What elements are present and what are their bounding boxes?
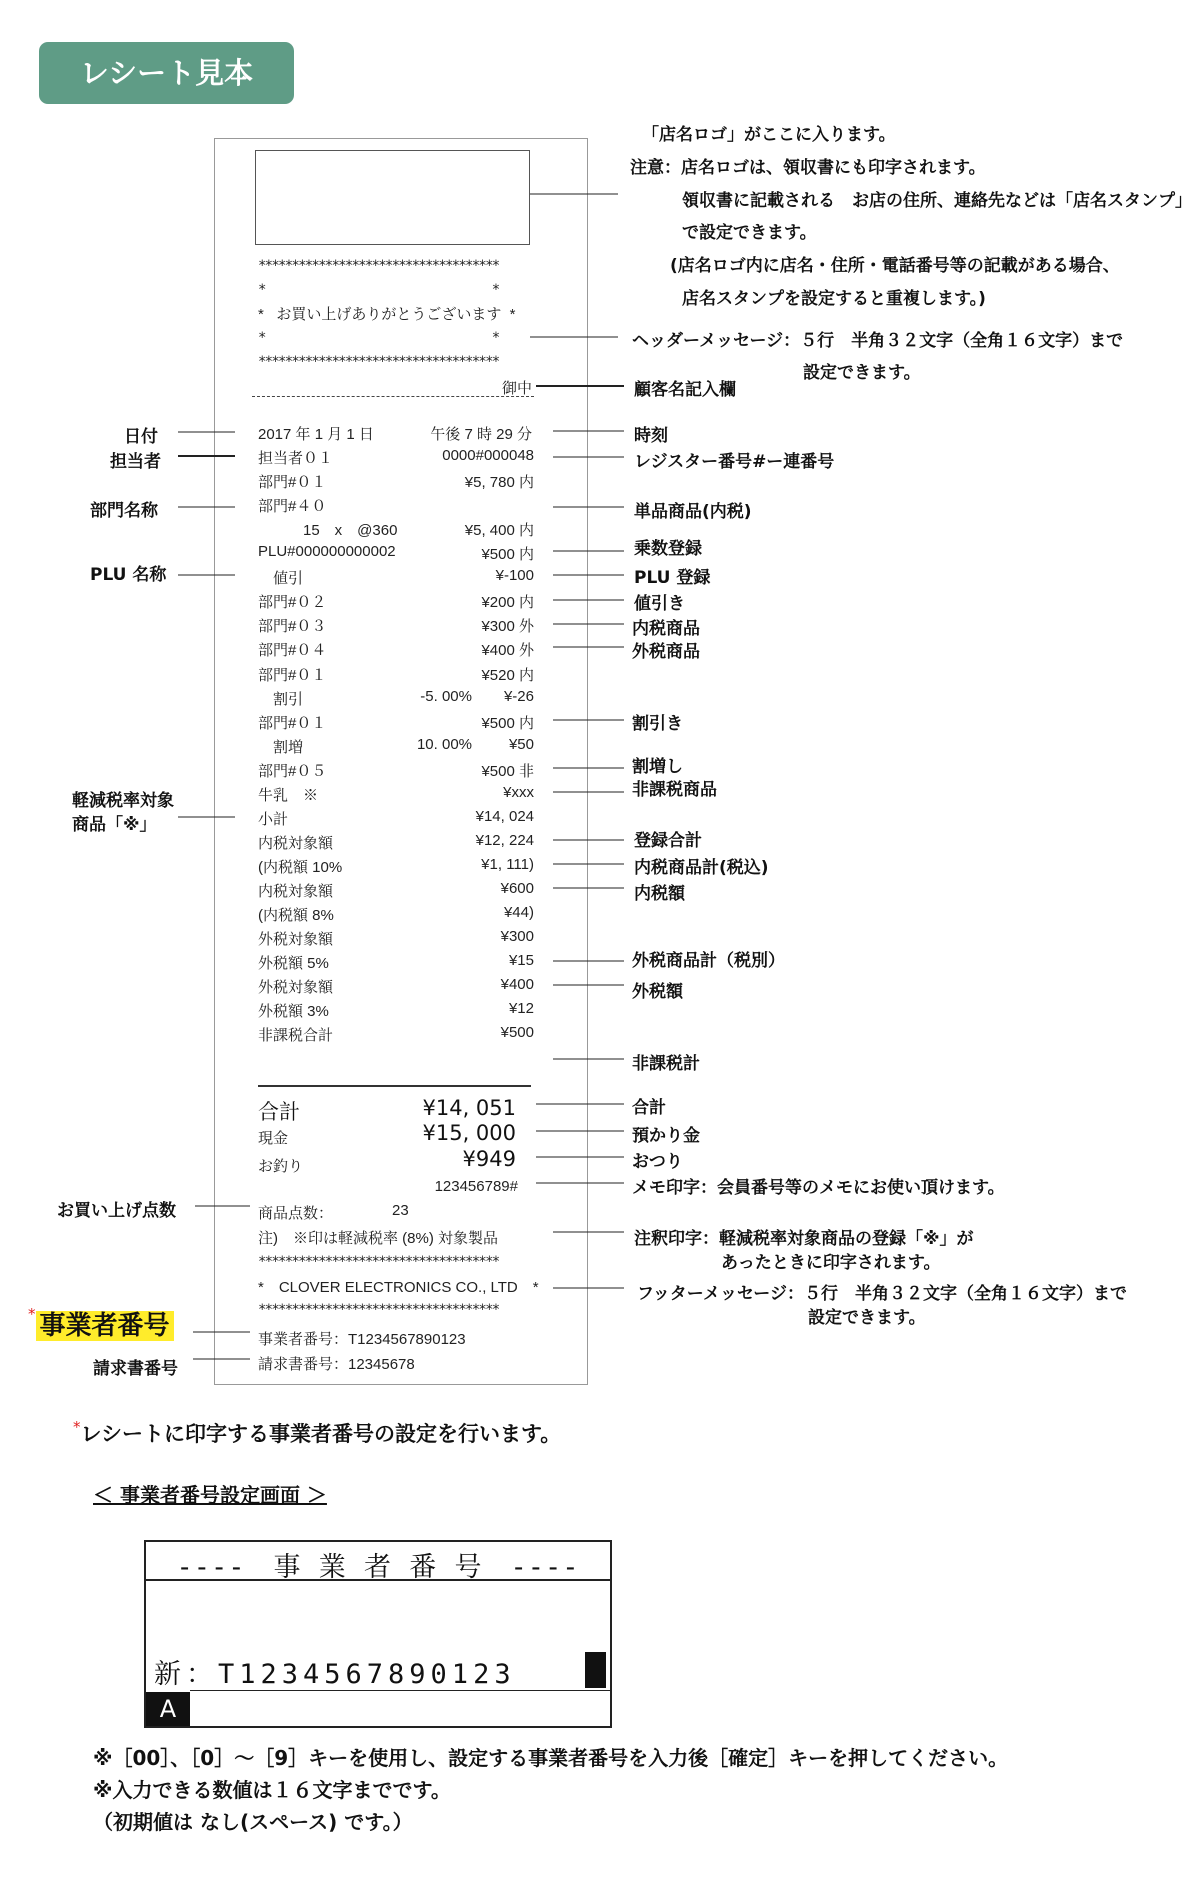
receipt-row-left: 部門#０１ — [258, 667, 327, 684]
label-reduced-2: 商品「※」 — [72, 815, 157, 835]
lcd-screen — [144, 1540, 612, 1728]
lcd-cursor — [585, 1652, 606, 1688]
footer-stars-top: ************************************ — [258, 1254, 499, 1270]
change-value: ¥949 — [462, 1147, 516, 1171]
ann-tax-excl: 外税商品 — [632, 642, 700, 662]
intro-asterisk: * — [73, 1418, 81, 1436]
receipt-row-right: ¥400 — [500, 976, 534, 993]
ann-single-item: 単品商品(内税) — [634, 502, 752, 522]
total-value: ¥14, 051 — [422, 1096, 516, 1120]
receipt-row-right: ¥5, 400 内 — [464, 522, 534, 539]
receipt-row-left: 部門#０２ — [258, 594, 327, 611]
receipt-row-right: ¥600 — [500, 880, 534, 897]
receipt-row-right: ¥500 内 — [481, 715, 534, 732]
total-label: 合計 — [258, 1100, 300, 1124]
footer-stars-bottom: ************************************ — [258, 1302, 499, 1318]
label-reduced-1: 軽減税率対象 — [72, 791, 174, 811]
item-count-label: 商品点数： — [258, 1205, 334, 1222]
ann-logo-5: (店名ロゴ内に店名・住所・電話番号等の記載がある場合、 — [670, 256, 1120, 276]
ann-excl-tax: 外税額 — [632, 982, 683, 1002]
receipt-row-right: ¥500 — [500, 1024, 534, 1041]
ann-tax-incl: 内税商品 — [632, 619, 700, 639]
receipt-row-left: (内税額 8% — [258, 907, 334, 924]
ann-excl-total: 外税商品計（税別） — [632, 951, 785, 971]
business-number-highlight: 事業者番号 — [36, 1311, 174, 1341]
ann-footer-2: 設定できます。 — [808, 1308, 926, 1328]
receipt-row-left: 牛乳 ※ — [258, 787, 319, 804]
receipt-row-mid: 10. 00% — [416, 736, 472, 753]
receipt-row-mid: 午後 7 時 29 分 — [430, 426, 532, 443]
receipt-row-left: 部門#０３ — [258, 618, 327, 635]
receipt-row-left: PLU#000000000002 — [258, 543, 396, 560]
receipt-row-left: 非課税合計 — [258, 1027, 334, 1044]
lcd-value-line: 新：T1234567890123 — [154, 1659, 516, 1690]
header-star-line-2: * * — [258, 330, 499, 346]
business-number-line: 事業者番号：T1234567890123 — [258, 1331, 466, 1348]
label-invoice-number: 請求書番号 — [93, 1359, 178, 1379]
reduced-tax-note: 注) ※印は軽減税率 (8%) 対象製品 — [258, 1230, 499, 1247]
receipt-row-right: ¥1, 111) — [481, 856, 534, 873]
receipt-row-right: ¥500 内 — [481, 546, 534, 563]
label-staff: 担当者 — [110, 452, 161, 472]
receipt-row-right: ¥xxx — [503, 784, 534, 801]
receipt-row-left: 部門#０１ — [258, 715, 327, 732]
ann-multiply: 乗数登録 — [634, 539, 702, 559]
lcd-title: ---- 事 業 者 番 号 ---- — [176, 1552, 580, 1583]
customer-suffix: 御中 — [502, 380, 533, 397]
ann-change: おつり — [632, 1152, 683, 1172]
ann-incl-total: 内税商品計(税込) — [634, 858, 769, 878]
receipt-row-right: ¥5, 780 内 — [464, 474, 534, 491]
receipt-row-right: ¥520 内 — [481, 667, 534, 684]
ann-discount-pct: 割引き — [632, 714, 683, 734]
receipt-row-right: ¥50 — [508, 736, 534, 753]
ann-tax-free-total: 非課税計 — [632, 1054, 700, 1074]
receipt-row-left: 外税対象額 — [258, 979, 334, 996]
header-stars-bottom: ************************************ — [258, 354, 499, 370]
intro-text: レシートに印字する事業者番号の設定を行います。 — [80, 1422, 562, 1446]
memo-value: 123456789# — [434, 1178, 518, 1195]
ann-logo-1: 「店名ロゴ」がここに入ります。 — [642, 125, 896, 145]
receipt-row-left: 外税額 3% — [258, 1003, 329, 1020]
receipt-row-left: 割増 — [258, 739, 304, 756]
receipt-row-right: ¥14, 024 — [475, 808, 534, 825]
receipt-row-left: 15 x @360 — [258, 522, 398, 539]
ann-logo-6: 店名スタンプを設定すると重複します。) — [682, 289, 986, 309]
ann-register: レジスター番号#ー連番号 — [634, 452, 835, 472]
ann-subtotal: 登録合計 — [634, 831, 702, 851]
receipt-row-left: (内税額 10% — [258, 859, 343, 876]
ann-deposit: 預かり金 — [632, 1126, 700, 1146]
receipt-row-right: ¥400 外 — [481, 642, 534, 659]
ann-discount-amt: 値引き — [634, 594, 685, 614]
cash-value: ¥15, 000 — [422, 1121, 516, 1145]
header-message: * お買い上げありがとうございます * — [258, 306, 516, 323]
receipt-row-right: ¥15 — [508, 952, 534, 969]
ann-memo: メモ印字：会員番号等のメモにお使い頂けます。 — [632, 1178, 1005, 1198]
ann-logo-4: で設定できます。 — [682, 223, 817, 243]
note-line-3: （初期値は なし(スペース) です。） — [93, 1810, 413, 1834]
receipt-row-right: ¥44) — [503, 904, 534, 921]
receipt-row-right: ¥-26 — [503, 688, 534, 705]
receipt-row-left: 部門#０４ — [258, 642, 327, 659]
cash-label: 現金 — [258, 1130, 289, 1147]
ann-time: 時刻 — [634, 426, 668, 446]
receipt-row-right: ¥12 — [508, 1000, 534, 1017]
receipt-row-left: 内税対象額 — [258, 835, 334, 852]
receipt-row-left: 担当者０１ — [258, 450, 334, 467]
label-date: 日付 — [124, 427, 158, 447]
receipt-row-left: 外税対象額 — [258, 931, 334, 948]
header-stars-top: ************************************ — [258, 258, 499, 274]
ann-tax-free: 非課税商品 — [632, 780, 717, 800]
receipt-row-right: ¥300 外 — [481, 618, 534, 635]
footer-message: * CLOVER ELECTRONICS CO., LTD * — [258, 1279, 539, 1296]
receipt-row-left: 外税額 5% — [258, 955, 329, 972]
invoice-number-line: 請求書番号：12345678 — [258, 1356, 415, 1373]
ann-logo-2: 注意：店名ロゴは、領収書にも印字されます。 — [630, 158, 986, 178]
receipt-row-left: 内税対象額 — [258, 883, 334, 900]
lcd-title-divider — [146, 1579, 610, 1581]
receipt-row-left: 小計 — [258, 811, 289, 828]
receipt-row-right: ¥12, 224 — [475, 832, 534, 849]
lcd-status-divider — [190, 1690, 610, 1691]
receipt-row-right: ¥200 内 — [481, 594, 534, 611]
ann-customer: 顧客名記入欄 — [634, 380, 736, 400]
ann-header-msg-1: ヘッダーメッセージ：５行 半角３２文字（全角１６文字）まで — [632, 331, 1124, 351]
receipt-row-left: 部門#０５ — [258, 763, 327, 780]
screen-title: ＜ 事業者番号設定画面 ＞ — [93, 1483, 327, 1507]
change-label: お釣り — [258, 1158, 304, 1175]
receipt-row-left: 部門#０１ — [258, 474, 327, 491]
page-title-badge: レシート見本 — [39, 42, 294, 104]
ann-plu: PLU 登録 — [634, 568, 711, 588]
receipt-row-right: 0000#000048 — [442, 447, 534, 464]
ann-footer-1: フッターメッセージ：５行 半角３２文字（全角１６文字）まで — [637, 1284, 1127, 1304]
header-star-line-1: * * — [258, 282, 499, 298]
receipt-row-left: 2017 年 1 月 1 日 — [258, 426, 374, 443]
ann-note-2: あったときに印字されます。 — [721, 1253, 941, 1273]
receipt-row-left: 割引 — [258, 691, 304, 708]
receipt-row-right: ¥500 非 — [481, 763, 534, 780]
ann-header-msg-2: 設定できます。 — [803, 363, 921, 383]
receipt-row-left: 値引 — [258, 570, 304, 587]
asterisk-mark: * — [28, 1305, 36, 1323]
section-intro — [73, 1418, 561, 1448]
receipt-row-left: 部門#４０ — [258, 498, 327, 515]
lcd-input-mode: A — [146, 1692, 190, 1726]
note-line-1: ※［00］、［0］～［9］キーを使用し、設定する事業者番号を入力後［確定］キーを押してください。 — [93, 1746, 1009, 1770]
label-dept-name: 部門名称 — [90, 501, 158, 521]
receipt-row-mid: -5. 00% — [420, 688, 472, 705]
ann-logo-3: 領収書に記載される お店の住所、連絡先などは「店名スタンプ」 — [682, 191, 1192, 211]
note-line-2: ※入力できる数値は１６文字までです。 — [93, 1778, 451, 1802]
item-count-value: 23 — [392, 1202, 409, 1219]
ann-note-1: 注釈印字：軽減税率対象商品の登録「※」が — [634, 1229, 974, 1249]
label-plu-name: PLU 名称 — [90, 565, 167, 585]
ann-total: 合計 — [632, 1098, 666, 1118]
receipt-row-right: ¥-100 — [495, 567, 534, 584]
ann-incl-tax: 内税額 — [634, 884, 685, 904]
ann-surcharge: 割増し — [632, 757, 683, 777]
receipt-row-right: ¥300 — [500, 928, 534, 945]
label-purchase-count: お買い上げ点数 — [57, 1201, 176, 1221]
